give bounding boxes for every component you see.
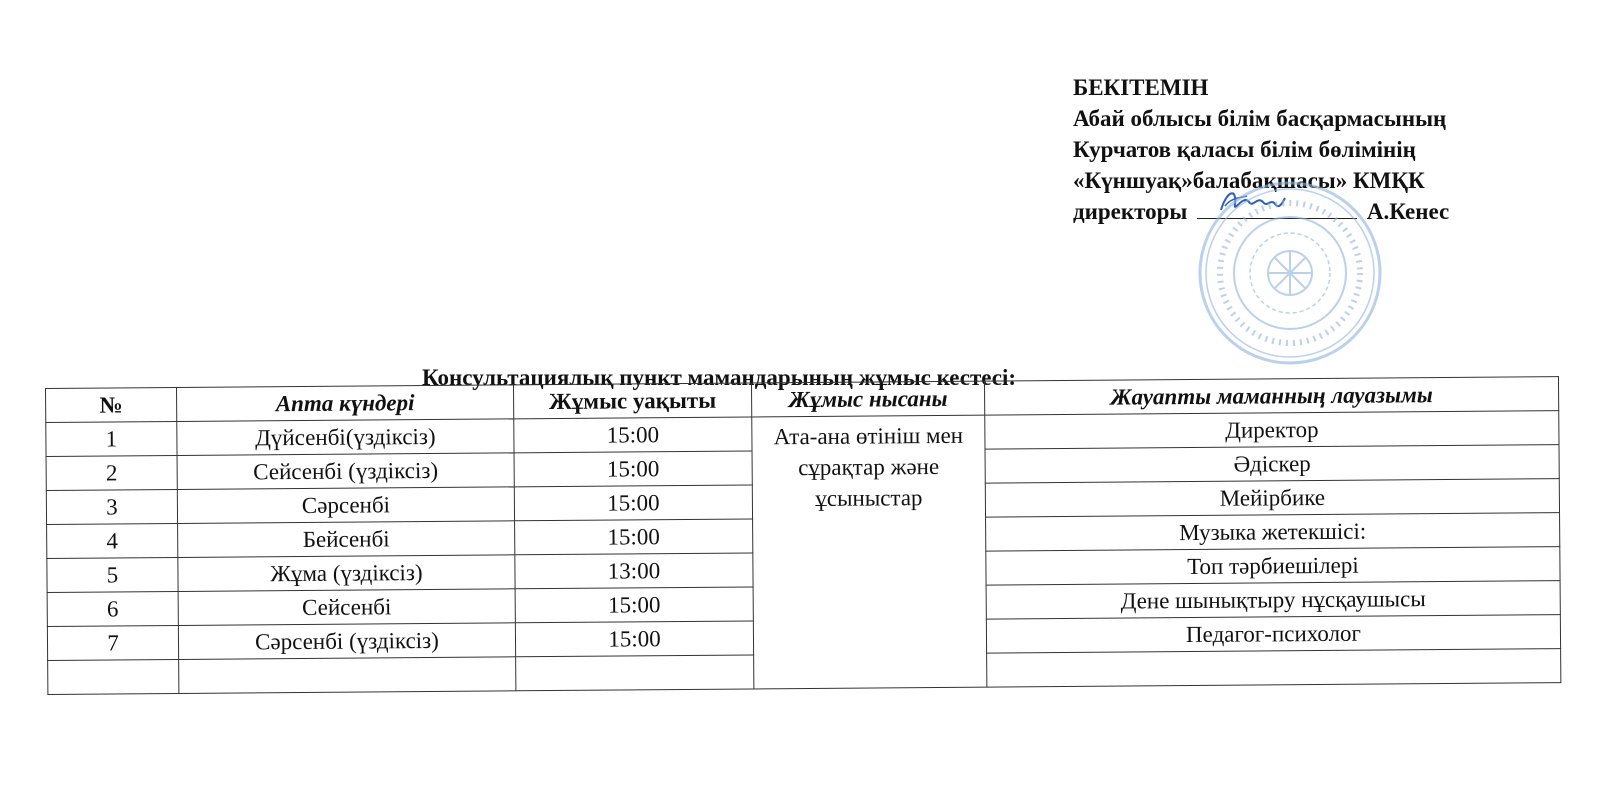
schedule-table (45, 376, 1561, 695)
row-weekday: Сәрсенбі (үздіксіз) (178, 623, 515, 660)
approval-line-3: «Күншуақ»балабақшасы» КМҚК (1073, 168, 1425, 193)
row-number: 6 (47, 591, 178, 626)
row-role: Директор (985, 411, 1559, 450)
row-role: Дене шынықтыру нұсқаушысы (986, 581, 1560, 620)
header-work-form: Жұмыс нысаны (751, 381, 984, 417)
signer-prefix: директоры (1073, 199, 1188, 224)
approval-line-2: Курчатов қаласы білім бөлімінің (1073, 137, 1416, 162)
row-time: 15:00 (514, 451, 752, 487)
row-number: 3 (46, 489, 177, 524)
row-weekday: Сейсенбі (үздіксіз) (177, 453, 514, 490)
row-role: Әдіскер (985, 445, 1559, 484)
row-time: 15:00 (515, 587, 753, 623)
work-form-cell (752, 415, 987, 689)
row-number: 5 (47, 557, 178, 592)
schedule-table-container (45, 376, 1561, 695)
empty-cell (987, 649, 1561, 688)
row-time: 15:00 (515, 519, 753, 555)
signer-name: А.Кенес (1366, 199, 1450, 224)
empty-cell (48, 659, 179, 694)
row-weekday: Сейсенбі (178, 589, 515, 626)
row-role: Педагог-психолог (986, 615, 1560, 654)
row-weekday: Бейсенбі (178, 521, 515, 558)
row-number: 4 (47, 523, 178, 558)
empty-cell (516, 655, 754, 691)
header-weekday: Апта күндері (176, 385, 513, 422)
row-number: 7 (47, 625, 178, 660)
row-number: 2 (46, 455, 177, 490)
header-work-time: Жұмыс уақыты (513, 383, 751, 419)
row-role: Топ тәрбиешілері (986, 547, 1560, 586)
row-time: 15:00 (514, 417, 752, 453)
approval-heading: БЕКІТЕМІН (1073, 75, 1209, 100)
header-number: № (46, 387, 177, 422)
official-stamp (1195, 178, 1385, 368)
row-weekday: Дүйсенбі(үздіксіз) (177, 419, 514, 456)
row-role: Мейірбике (985, 479, 1559, 518)
row-number: 1 (46, 421, 177, 456)
row-weekday: Жұма (үздіксіз) (178, 555, 515, 592)
header-responsible-role: Жауапты маманның лауазымы (984, 377, 1558, 416)
row-time: 15:00 (515, 621, 753, 657)
row-time: 15:00 (514, 485, 752, 521)
row-weekday: Сәрсенбі (177, 487, 514, 524)
approval-line-1: Абай облысы білім басқармасының (1073, 106, 1447, 131)
work-form-text: Ата-ана өтініш мен сұрақтар және ұсыныстар (773, 422, 964, 511)
row-time: 13:00 (515, 553, 753, 589)
row-role: Музыка жетекшісі: (986, 513, 1560, 552)
schedule-title: Консультациялық пункт мамандарының жұмыс кестесі: (422, 365, 1017, 390)
empty-cell (179, 657, 516, 694)
